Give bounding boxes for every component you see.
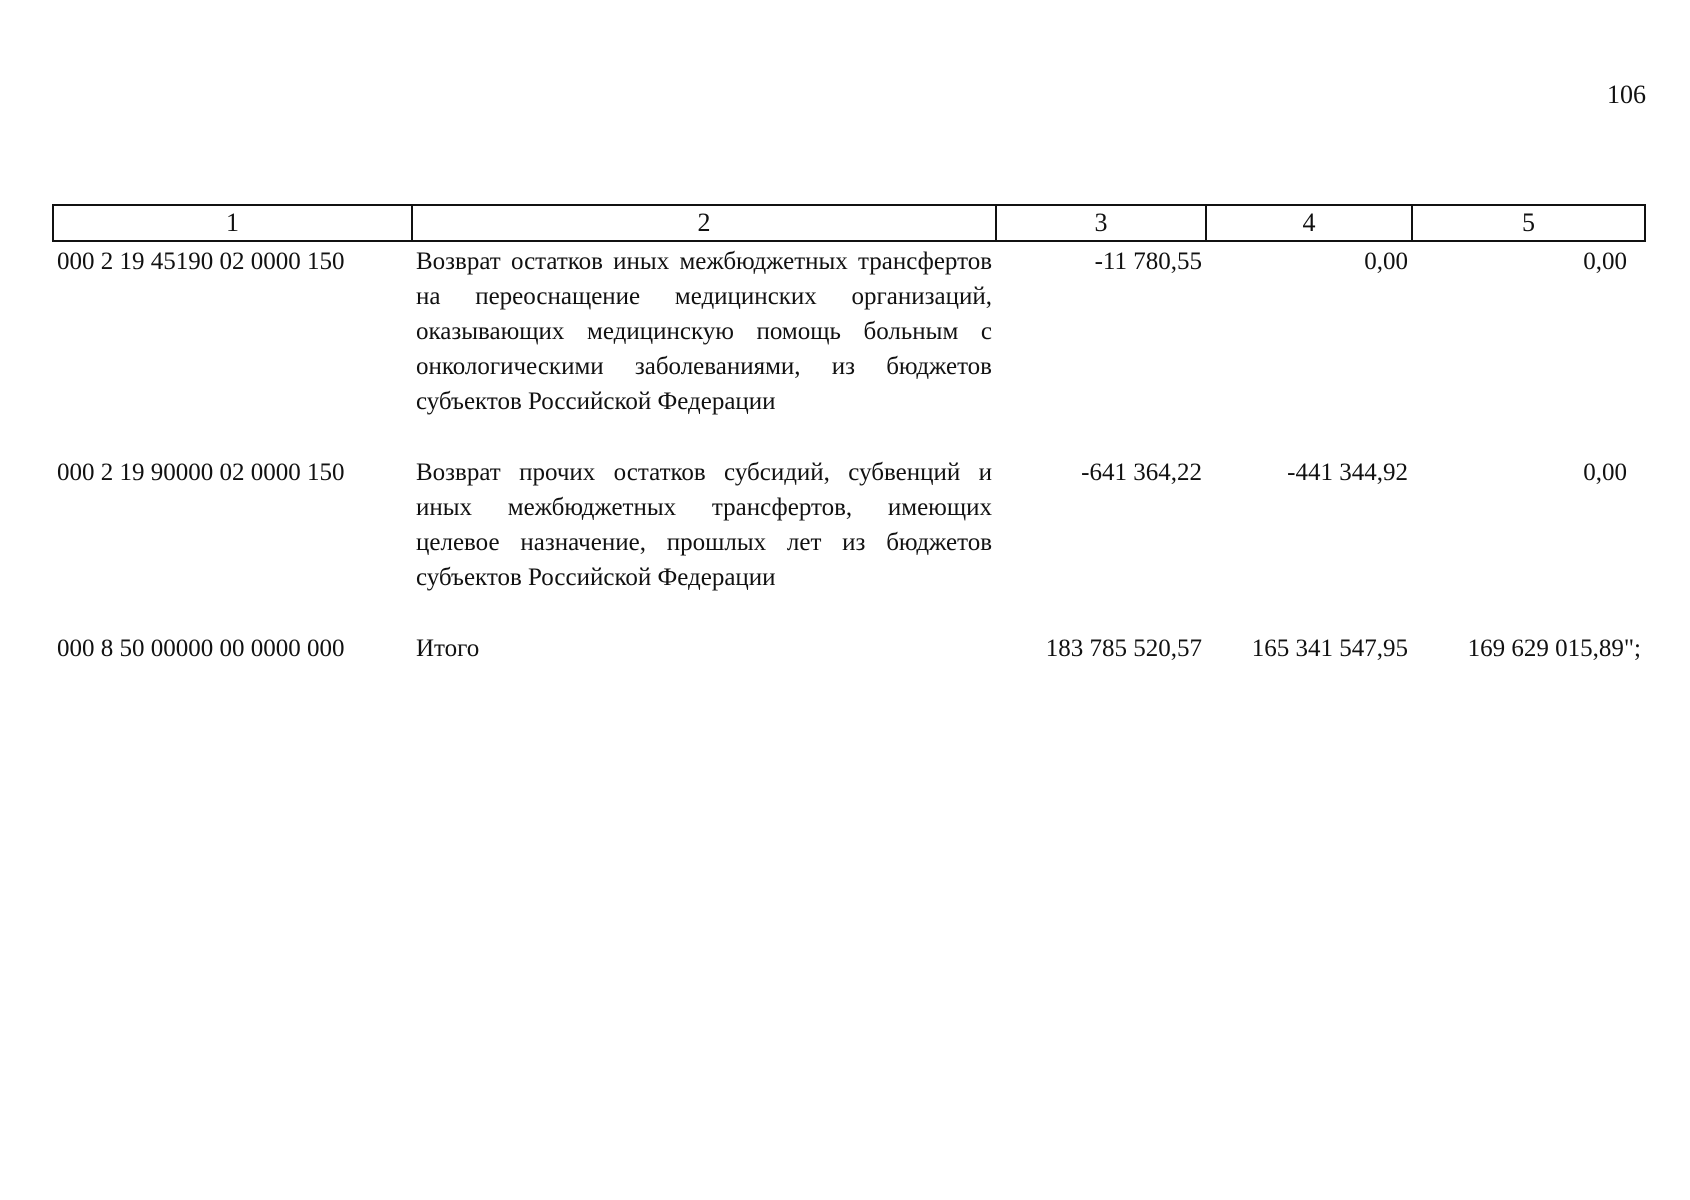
table-row-total [53, 631, 1645, 666]
column-header-5: 5 [1412, 205, 1645, 241]
budget-code: 000 2 19 90000 02 0000 150 [57, 459, 345, 486]
amount-col3: 183 785 520,57 [1045, 635, 1202, 662]
amount-col5: 169 629 015,89"; [1467, 635, 1641, 662]
amount-col4: 0,00 [1364, 248, 1408, 275]
budget-code: 000 2 19 45190 02 0000 150 [57, 248, 345, 275]
column-header-1: 1 [53, 205, 412, 241]
amount-col3: -11 780,55 [1094, 248, 1202, 275]
row-spacer [53, 595, 1645, 631]
column-header-3: 3 [996, 205, 1206, 241]
amount-col3: -641 364,22 [1081, 459, 1202, 486]
row-description: Возврат прочих остатков субсидий, субвенций и иных межбюджетных трансфертов, имеющих целевое назначение, прошлых лет из бюджетов субъектов Российской Федерации [416, 459, 992, 591]
column-header-4: 4 [1206, 205, 1412, 241]
column-header-2: 2 [412, 205, 996, 241]
table-body [53, 241, 1645, 666]
row-description: Итого [416, 635, 480, 662]
amount-col5: 0,00 [1583, 248, 1627, 275]
table-header [53, 205, 1645, 241]
row-description: Возврат остатков иных межбюджетных трансфертов на переоснащение медицинских организаций, оказывающих медицинскую помощь больным с онкологическими заболеваниями, из бюджетов субъектов Российской Федерации [416, 248, 992, 415]
amount-col4: 165 341 547,95 [1251, 635, 1408, 662]
row-spacer [53, 419, 1645, 455]
amount-col4: -441 344,92 [1287, 459, 1408, 486]
table-header-row [53, 205, 1645, 241]
amount-col5: 0,00 [1583, 459, 1627, 486]
table-row [53, 455, 1645, 595]
page-number: 106 [1607, 80, 1646, 109]
budget-code: 000 8 50 00000 00 0000 000 [57, 635, 345, 662]
table-row [53, 241, 1645, 419]
budget-table [52, 204, 1646, 666]
